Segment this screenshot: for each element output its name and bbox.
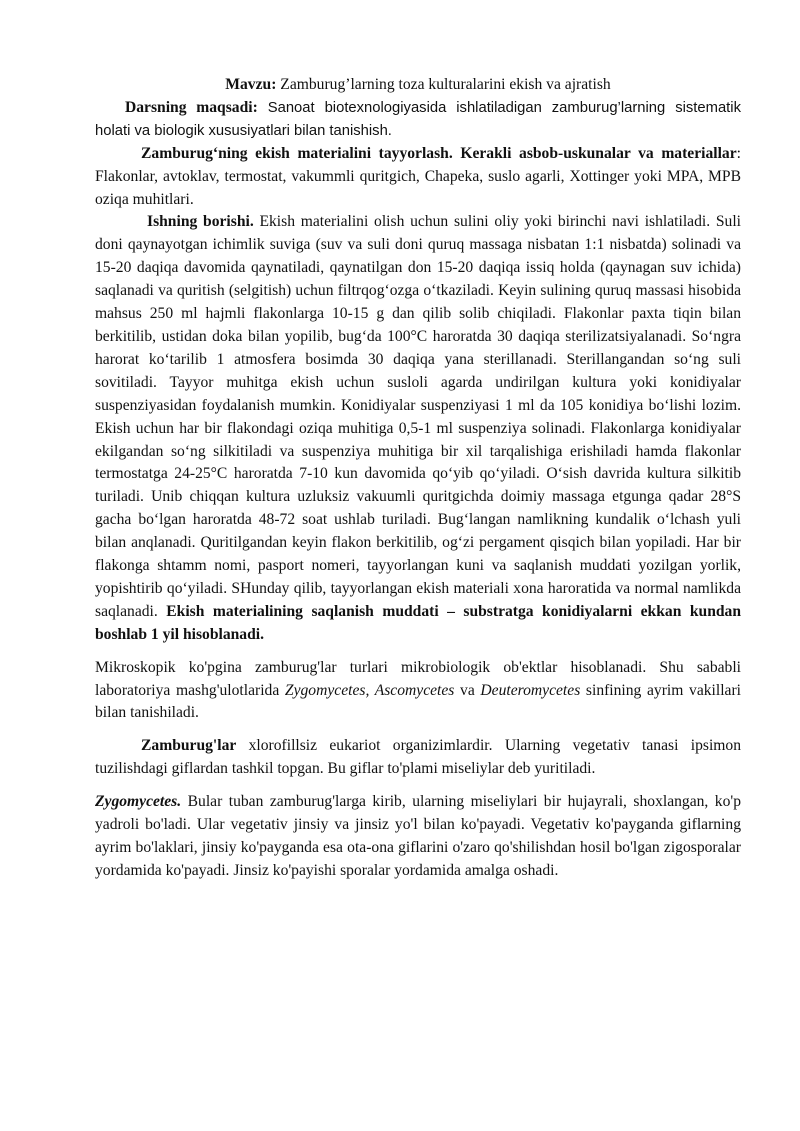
materials-paragraph (95, 143, 741, 212)
fungi-text: xlorofillsiz eukariot organizimlardir. Ularning vegetativ tanasi ipsimon tuzilishdagi giflardan tashkil topgan. Bu giflar to'plami miseliylar deb yuritiladi. (95, 737, 741, 778)
procedure-text: Ekish materialini olish uchun sulini oliy yoki birinchi navi ishlatiladi. Suli doni qaynayotgan ichimlik suviga (suv va suli doni quruq massaga nisbatan 1:1 nisbatda) solinadi va 15-20 daqiqa davomida qaynatiladi, qaynatilgan don 15-20 daqiqa issiq holda (qaynagan suv ichida) saqlanadi va quritish (selgitish) uchun filtrqog‘ozga o‘tkaziladi. Keyin sulining quruq massasi hisobida mahsus 250 ml hajmli flakonlarga 10-15 g dan qilib solib chiqiladi. Flakonlar paxta tiqin bilan berkitilib, ustidan doka bilan yopilib, bug‘da 100°C haroratda 30 daqiqa sterilizatsiyalanadi. So‘ngra harorat ko‘tarilib 1 atmosfera bosimda 30 daqiqa yana sterillanadi. Sterillangandan so‘ng suli sovitiladi. Tayyor muhitga ekish uchun susloli agarda undirilgan kultura yoki konidiyalar suspenziyasidan foydalanish mumkin. Konidiyalar suspenziyasi 1 ml da 105 konidiya bo‘lishi lozim. Ekish uchun har bir flakondagi oziqa muhitiga 0,5-1 ml suspenziya solinadi. Flakonlarga konidiyalar ekilgandan so‘ng silkitiladi va suspenziya muhitiga bir xil tarqalishiga erishiladi hamda flakonlar termostatga 24-25°C haroratda 7-10 kun davomida qo‘yib qo‘yiladi. O‘sish davrida kultura silkitib turiladi. Unib chiqqan kultura uzluksiz vakuumli quritgichda doimiy massaga etgunga qadar 28°S gacha bo‘lgan haroratda 48-72 soat ushlab turiladi. Bug‘langan namlikning kundalik o‘lchash yuli bilan anqlanadi. Quritilgandan keyin flakon berkitilib, og‘zi pergament qisqich bilan yopiladi. Har bir flakonga shtamm nomi, pasport nomeri, tayyorlangan kuni va saqlanish muddati yozilgan yorlik, yopishtirib qo‘yiladi. SHunday qilib, tayyorlangan ekish materiali xona haroratida va normal namlikda saqlanadi. (95, 213, 741, 620)
procedure-conclusion: Ekish materialining saqlanish muddati – substratga konidiyalarni ekkan kundan boshlab 1 yil hisoblanadi. (95, 602, 742, 643)
zygomycetes-text: Bular tuban zamburug'larga kirib, ularning miseliylari bir hujayrali, shoxlangan, ko'p yadroli bo'ladi. Ular vegetativ jinsiy va jinsiz yo'l bilan ko'payadi. Vegetativ ko'payganda giflarning ayrim bo'laklari, jinsiy ko'payganda esa ota-ona giflarini o'zaro qo'shilishdan hosil bo'lgan zigosporalar yordamida ko'payadi. Jinsiz ko'payishi sporalar yordamida amalga oshadi. (95, 793, 741, 879)
goal-paragraph (95, 97, 741, 143)
goal-label: Darsning maqsadi: (125, 98, 258, 116)
micro-taxa-1: Zygomycetes, Ascomycetes (284, 681, 455, 699)
micro-taxa-2: Deuteromycetes (480, 681, 581, 699)
micro-text-3: sinfining ayrim vakillari bilan tanishiladi. (95, 681, 741, 722)
micro-text-1: Mikroskopik ko'pgina zamburug'lar turlari mikrobiologik ob'ektlar hisoblanadi. Shu sababli laboratoriya mashg'ulotlarida (95, 658, 741, 699)
materials-text: : Flakonlar, avtoklav, termostat, vakummli quritgich, Chapeka, suslo agarli, Xottinger yoki MPA, MPB oziqa muhitlari. (95, 144, 741, 208)
document-page (95, 74, 741, 883)
goal-text: Sanoat biotexnologiyasida ishlatiladigan zamburug’larning sistematik holati va biologik xususiyatlari bilan tanishish. (95, 99, 741, 139)
procedure-label: Ishning borishi. (147, 213, 254, 231)
topic-text: Zamburug’larning toza kulturalarini ekish va ajratish (276, 76, 611, 93)
micro-text-2: va (454, 681, 481, 699)
procedure-paragraph (95, 211, 741, 646)
zygomycetes-label: Zygomycetes. (95, 793, 182, 811)
micro-paragraph (95, 657, 741, 726)
fungi-label: Zamburug'lar (141, 737, 237, 755)
topic-label: Mavzu: (225, 76, 277, 93)
materials-label: Zamburug‘ning ekish materialini tayyorlash. Kerakli asbob-uskunalar va materiallar (141, 144, 737, 162)
zygomycetes-paragraph (95, 791, 741, 883)
fungi-paragraph (95, 735, 741, 781)
topic-line (95, 74, 741, 97)
